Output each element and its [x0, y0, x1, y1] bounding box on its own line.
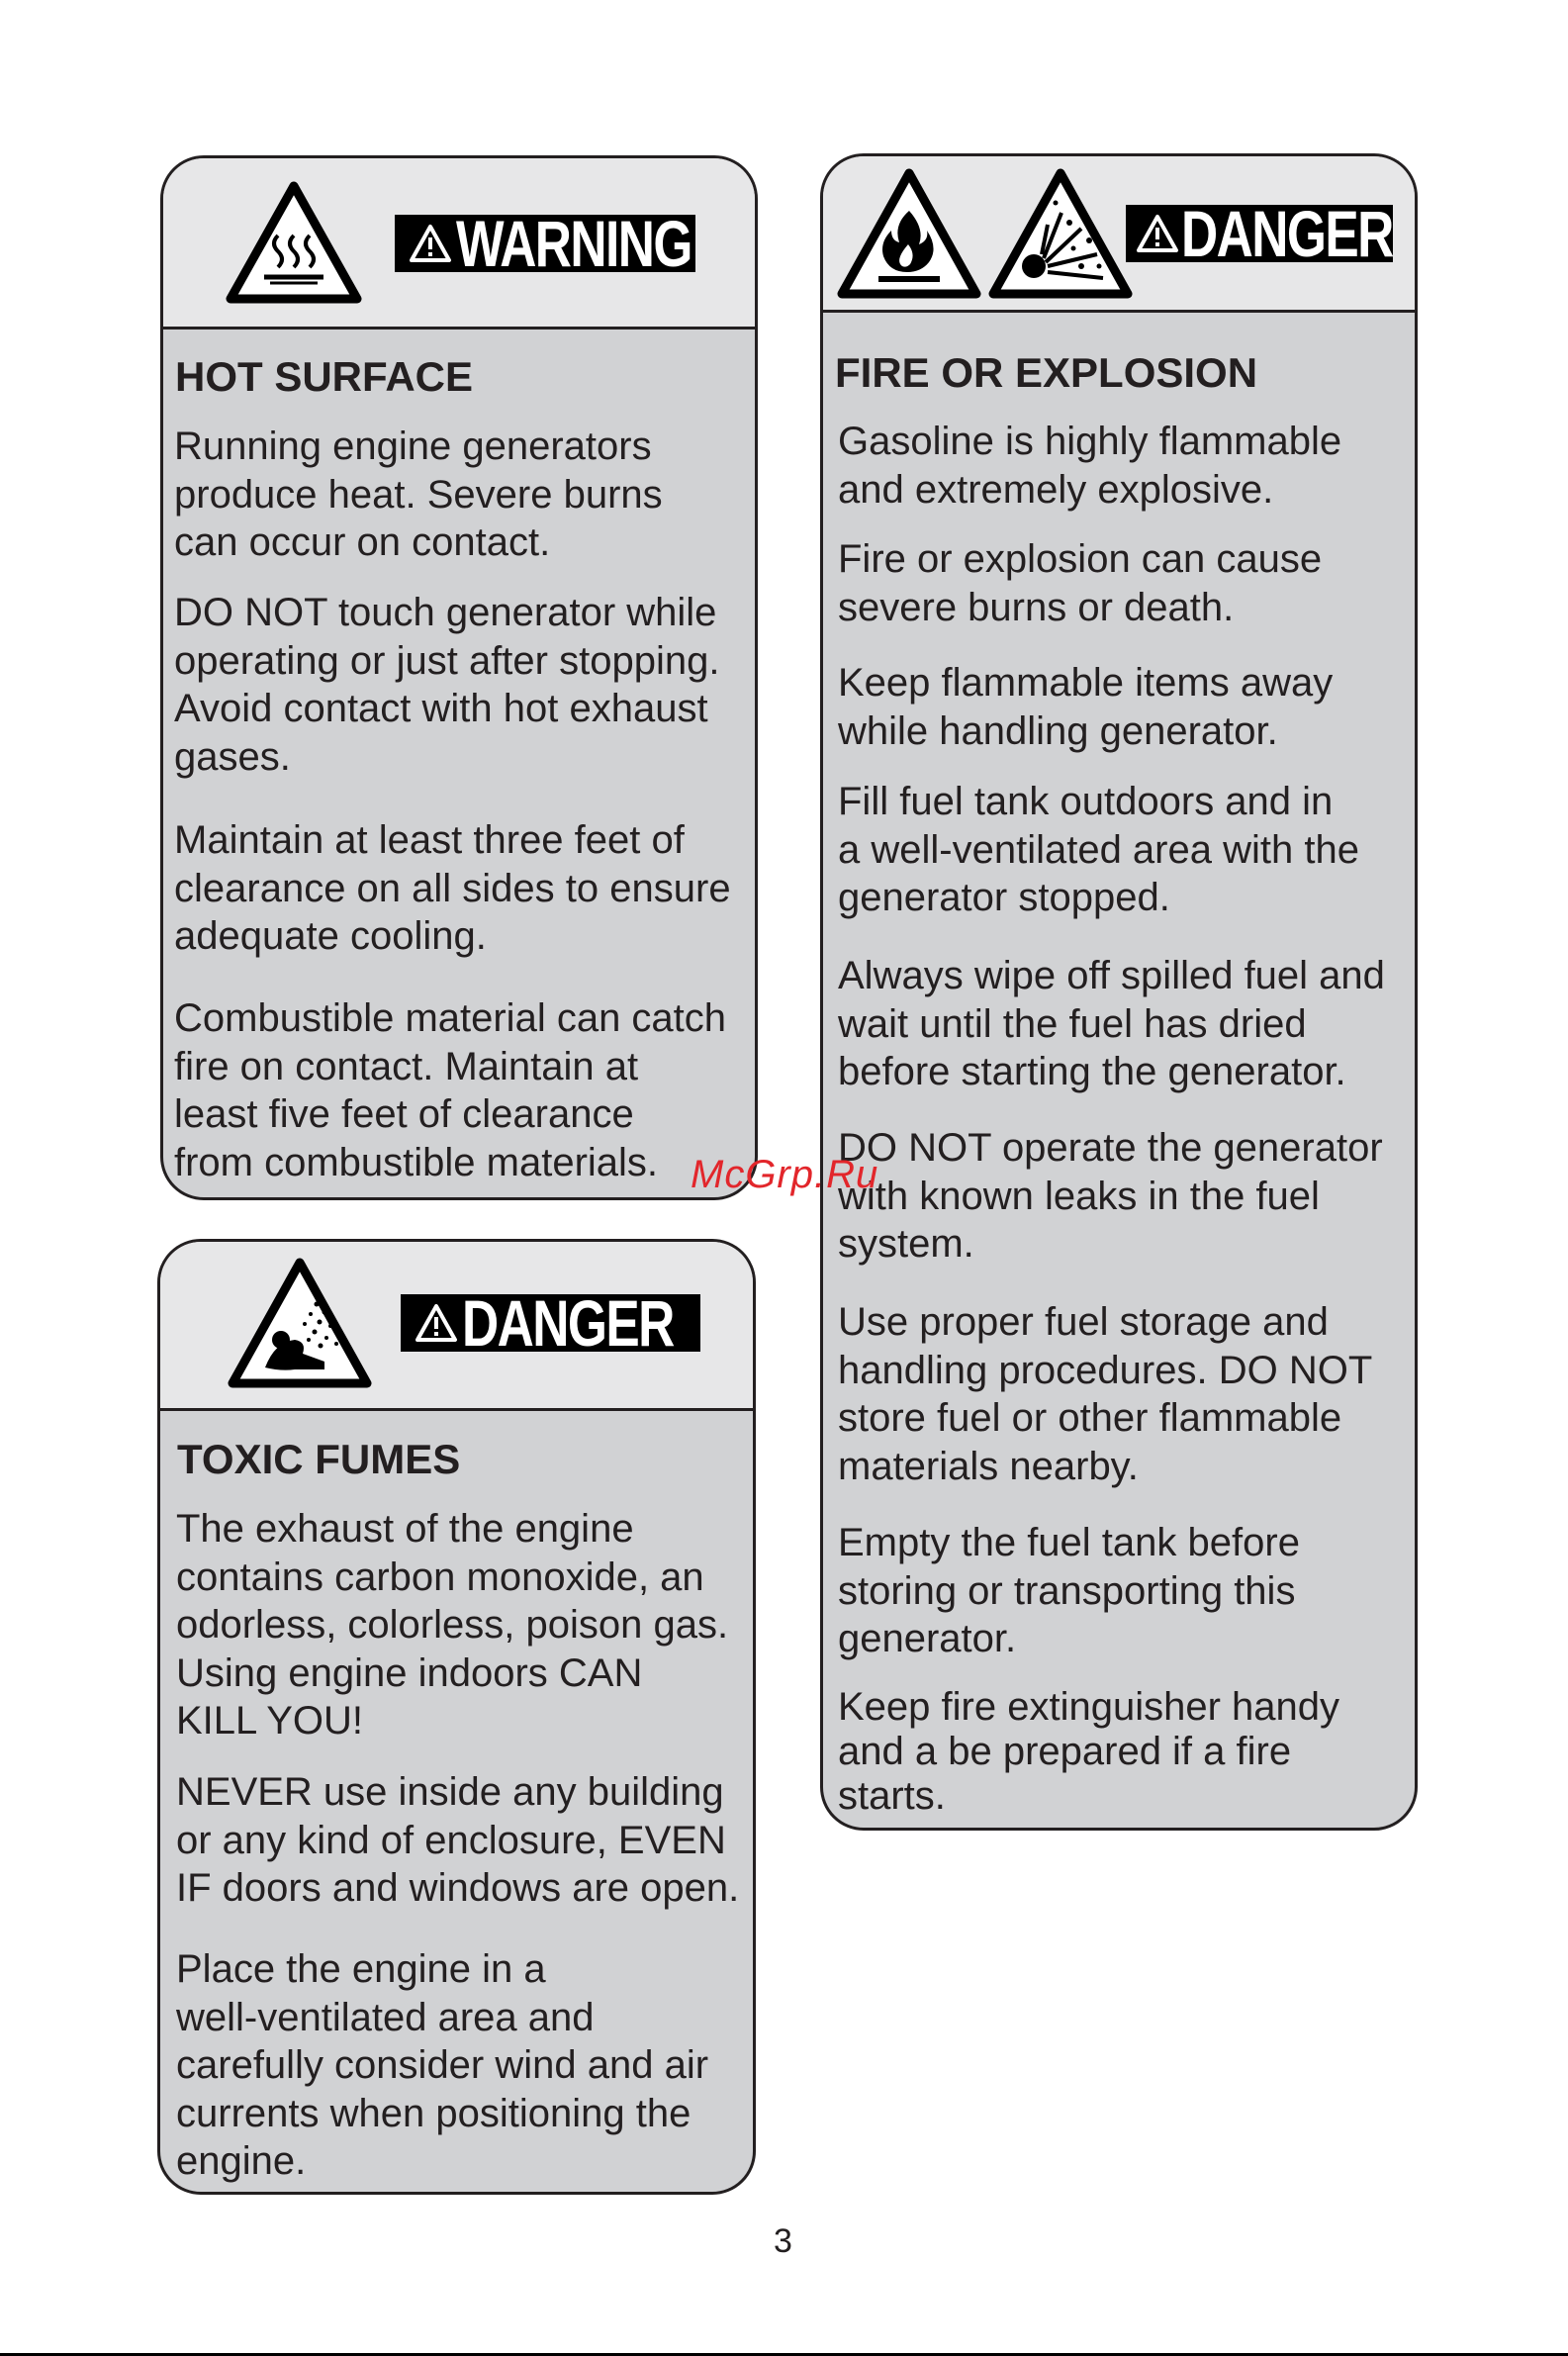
- hot-surface-header: [163, 158, 755, 330]
- fire-explosion-paragraph-2: Fire or explosion can cause severe burns or death.: [838, 537, 1323, 629]
- toxic-fumes-paragraph-1: The exhaust of the engine contains carbon monoxide, an odorless, colorless, poison gas. Using engine indoors CAN KILL YOU!: [176, 1507, 729, 1743]
- fire-explosion-paragraph-9: Keep fire extinguisher handy and a be prepared if a fire starts.: [838, 1685, 1339, 1818]
- warning-badge-label: WARNING: [456, 215, 692, 272]
- toxic-fumes-card: [157, 1239, 756, 2195]
- hot-surface-title: HOT SURFACE: [175, 353, 474, 400]
- toxic-fumes-header: [160, 1242, 753, 1411]
- alert-triangle-icon: [1136, 214, 1179, 253]
- hot-surface-card: [160, 155, 758, 1200]
- fire-explosion-card: [820, 153, 1418, 1831]
- toxic-danger-badge: [401, 1294, 700, 1352]
- fire-danger-badge-label: DANGER: [1181, 205, 1393, 262]
- fire-explosion-header: [823, 156, 1415, 313]
- alert-triangle-icon: [409, 224, 452, 263]
- fire-explosion-paragraph-7: Use proper fuel storage and handling procedures. DO NOT store fuel or other flammable materials nearby.: [838, 1300, 1373, 1488]
- fire-danger-badge: [1126, 205, 1393, 262]
- page-number: 3: [774, 2222, 792, 2260]
- fire-explosion-paragraph-8: Empty the fuel tank before storing or transporting this generator.: [838, 1521, 1300, 1660]
- watermark: McGrp.Ru: [691, 1153, 879, 1196]
- explosive-icon: [986, 167, 1135, 302]
- toxic-danger-badge-label: DANGER: [462, 1294, 674, 1352]
- fire-explosion-paragraph-1: Gasoline is highly flammable and extremely explosive.: [838, 420, 1342, 512]
- fire-explosion-paragraph-6: DO NOT operate the generator with known leaks in the fuel system.: [838, 1126, 1383, 1266]
- toxic-fumes-paragraph-3: Place the engine in a well-ventilated area and carefully consider wind and air currents when positioning the engine.: [176, 1947, 709, 2183]
- toxic-fumes-icon: [226, 1257, 374, 1391]
- fire-explosion-paragraph-5: Always wipe off spilled fuel and wait until the fuel has dried before starting the generator.: [838, 954, 1385, 1093]
- alert-triangle-icon: [415, 1303, 458, 1343]
- hot-surface-icon: [225, 180, 363, 307]
- hot-surface-paragraph-3: Maintain at least three feet of clearance on all sides to ensure adequate cooling.: [174, 818, 731, 958]
- fire-explosion-paragraph-4: Fill fuel tank outdoors and in a well-ventilated area with the generator stopped.: [838, 780, 1359, 919]
- fire-explosion-paragraph-3: Keep flammable items away while handling generator.: [838, 661, 1334, 753]
- hot-surface-paragraph-4: Combustible material can catch fire on contact. Maintain at least five feet of clearance from combustible materials.: [174, 996, 727, 1184]
- warning-badge: [395, 215, 695, 272]
- hot-surface-paragraph-1: Running engine generators produce heat. Severe burns can occur on contact.: [174, 424, 663, 564]
- hot-surface-paragraph-2: DO NOT touch generator while operating or just after stopping. Avoid contact with hot exhaust gases.: [174, 591, 720, 779]
- toxic-fumes-paragraph-2: NEVER use inside any building or any kind of enclosure, EVEN IF doors and windows are open.: [176, 1770, 740, 1910]
- toxic-fumes-title: TOXIC FUMES: [177, 1436, 461, 1482]
- flammable-icon: [835, 167, 983, 302]
- fire-explosion-title: FIRE OR EXPLOSION: [835, 349, 1258, 396]
